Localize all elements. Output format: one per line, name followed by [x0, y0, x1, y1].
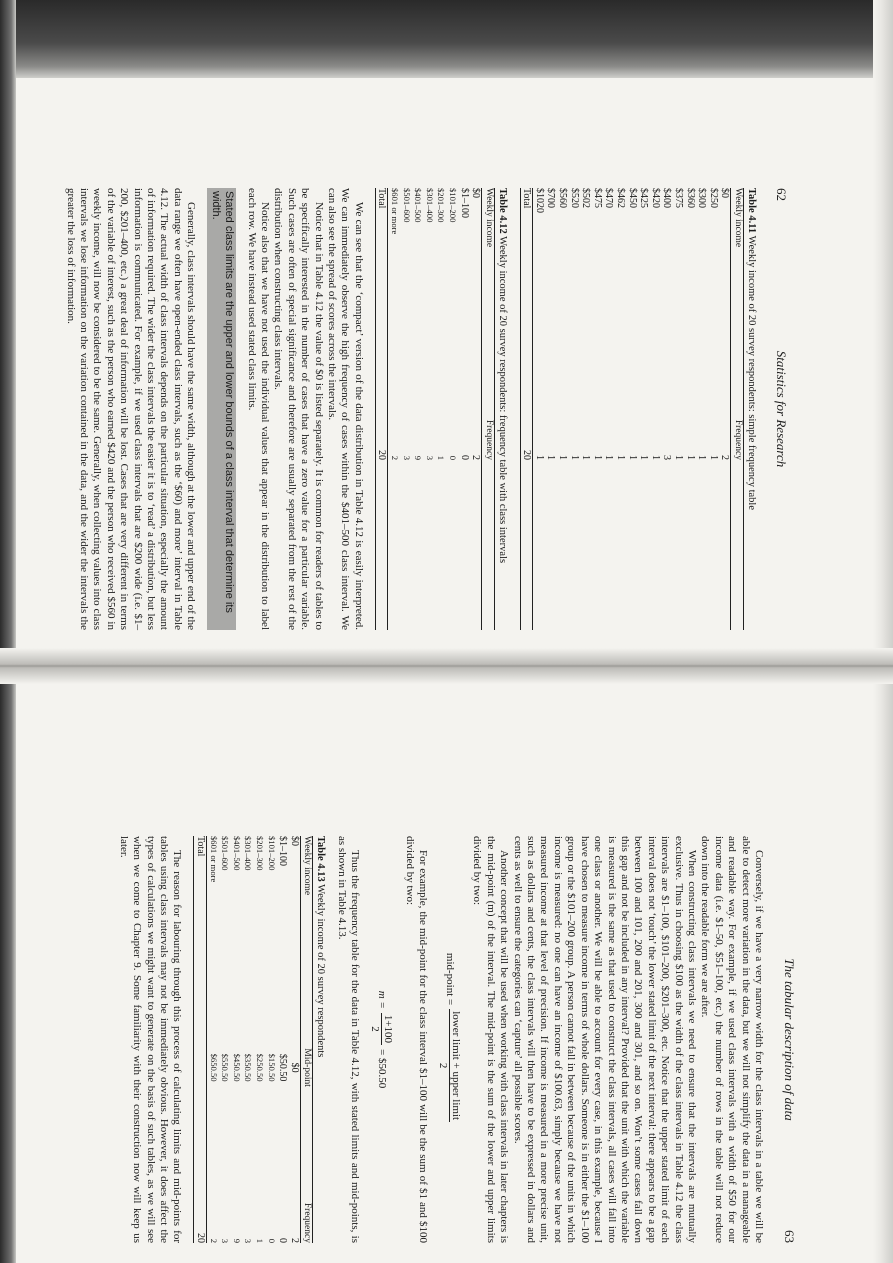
table-row [672, 188, 684, 630]
table-cell: $601 or more [208, 836, 219, 883]
table-cell: $250 [707, 188, 719, 208]
table-cell: 1 [684, 455, 696, 460]
table-row [568, 188, 580, 630]
table-cell: $1–100 [277, 836, 289, 866]
table-row [719, 188, 731, 630]
table-label: Table 4.11 [746, 188, 757, 234]
table-cell: 3 [220, 1238, 231, 1243]
table-cell: 1 [568, 455, 580, 460]
table-4-12 [375, 188, 495, 630]
table-cell: $0 [719, 188, 731, 198]
table-label: Table 4.12 [496, 188, 508, 234]
page-62-content [0, 70, 893, 648]
table-row [696, 188, 708, 630]
table-cell: $250.50 [255, 1053, 266, 1082]
table-cell: $650.50 [208, 1053, 219, 1082]
table-label: Table 4.13 [315, 836, 327, 882]
table-title: Weekly income of 20 survey respondents: simple frequency table [746, 235, 757, 510]
page-62 [0, 70, 893, 648]
paragraph: Thus the frequency table for the data in Table 4.12, with stated limits and mid-points, is as shown in Table 4.13. [335, 836, 362, 1243]
table-row [557, 188, 569, 630]
table-cell: 2 [208, 1238, 219, 1243]
table-cell: 0 [266, 1238, 277, 1243]
scan-edge-shadow [0, 0, 893, 78]
table-cell: Total [375, 188, 388, 285]
table-total-row [194, 836, 207, 1243]
fraction-denominator: 2 [437, 1062, 450, 1069]
formula-lhs: m = [375, 990, 388, 1009]
table-cell: $375 [673, 188, 685, 208]
table-total-row [520, 188, 533, 630]
table-cell: 1 [436, 455, 447, 460]
column-header: Frequency [731, 285, 744, 630]
table-row [242, 836, 254, 1243]
table-cell: $450 [626, 188, 638, 208]
column-header: Mid-point [300, 1011, 313, 1125]
table-cell: 1 [649, 455, 661, 460]
table-cell: 2 [389, 455, 400, 460]
paragraph: We can see that the ‘compact’ version of the data distribution in Table 4.12 is easily interpreted. We can immediately observe the high frequency of cases within the $401–500 class interval. We can also see the spread of scores across the intervals. [325, 188, 365, 630]
table-cell: $301–400 [424, 188, 435, 223]
table-cell: $475 [591, 188, 603, 208]
mid-point-example-formula [369, 836, 394, 1243]
fraction-numerator: 1+100 [382, 1014, 395, 1044]
table-cell: 9 [231, 1238, 242, 1243]
fraction-denominator: 2 [369, 1026, 382, 1032]
paragraph: Another concept that will be used when working with class intervals in later chapters is the mid-point (m) of the interval. The mid-point is the sum of the lower and upper limits divided by two: [471, 836, 511, 1243]
table-cell: $601 or more [389, 188, 400, 235]
table-row [253, 836, 265, 1243]
table-cell: $101–200 [447, 188, 458, 223]
column-header: Weekly income [731, 188, 744, 285]
table-row [591, 188, 603, 630]
table-cell: 1 [533, 455, 545, 460]
table-4-11-caption [746, 188, 757, 630]
table-cell: $300 [696, 188, 708, 208]
paragraph: Notice that in Table 4.12 the value of $0 is listed separately. It is common for readers of tables to be specifically interested in the number of cases that have a zero value for a particular variable. Such cases are often of special significance and therefore are usually separated from the rest of the distribution when constructing class intervals. [272, 188, 325, 630]
formula-lhs: mid-point = [443, 952, 456, 1006]
table-cell: $101–200 [266, 836, 277, 871]
table-cell: $520 [568, 188, 580, 208]
table-row [400, 188, 412, 630]
table-cell: 3 [401, 455, 412, 460]
table-cell: $550.50 [220, 1053, 231, 1082]
formula-rhs: = $50.50 [375, 1049, 388, 1089]
page-63-content [0, 684, 893, 1263]
table-cell: $360 [684, 188, 696, 208]
table-cell: 2 [470, 455, 482, 460]
table-cell: Total [194, 836, 207, 1011]
definition-box: Stated class limits are the upper and lower bounds of a class interval that determine its width. [207, 188, 236, 630]
table-cell: $0 [288, 836, 300, 846]
table-row [614, 188, 626, 630]
table-cell: $462 [615, 188, 627, 208]
table-row [435, 188, 447, 630]
table-4-13 [194, 836, 314, 1243]
page-63 [0, 684, 893, 1263]
table-row [649, 188, 661, 630]
table-cell: $0 [470, 188, 482, 198]
page-header [769, 188, 789, 630]
table-row [638, 188, 650, 630]
table-4-13-caption [315, 836, 326, 1243]
page-number: 62 [774, 188, 789, 201]
table-row [603, 188, 615, 630]
table-cell: $501–600 [401, 188, 412, 223]
table-row [626, 188, 638, 630]
table-cell: $400 [661, 188, 673, 208]
table-cell: 1 [603, 455, 615, 460]
table-cell: $150.50 [266, 1053, 277, 1082]
formula-fraction [437, 1009, 462, 1122]
table-row [388, 188, 400, 630]
table-cell: 1 [673, 455, 685, 460]
table-4-12-caption [497, 188, 508, 630]
table-row [207, 836, 219, 1243]
paragraph: Conversely, if we have a very narrow width for the class intervals in a table we will be able to detect more variation in the data, but we will not simplify the data in a manageable and readable way. For example, if we used class intervals with a width of $50 for our income data (i.e. $1–50, $51–100, etc.) the number of rows in the table will not reduce down into the readable form we are after. [699, 836, 765, 1243]
table-cell: 2 [719, 455, 731, 460]
table-cell: 3 [243, 1238, 254, 1243]
paragraph: For example, the mid-point for the class interval $1–100 will be the sum of $1 and $100 divided by two: [403, 836, 430, 1243]
table-cell: 1 [557, 455, 569, 460]
table-cell: $420 [649, 188, 661, 208]
table-cell: $501–600 [220, 836, 231, 871]
table-cell: $450.50 [231, 1053, 242, 1082]
formula-fraction [369, 1013, 394, 1045]
table-cell: $1–100 [458, 188, 470, 218]
table-row [219, 836, 231, 1243]
table-row [661, 188, 673, 630]
table-cell: 1 [255, 1238, 266, 1243]
table-cell: 1 [696, 455, 708, 460]
table-row [458, 188, 470, 630]
mid-point-formula [437, 836, 462, 1243]
table-cell: 3 [661, 455, 673, 460]
table-row [230, 836, 242, 1243]
table-cell: $560 [557, 188, 569, 208]
table-cell: 0 [277, 1238, 289, 1243]
paragraph: The reason for labouring through this process of calculating limits and mid-points for tables using class intervals may not be immediately obvious. However, it does affect the types of calculations we might want to generate on the basis of such tables, as we will see when we come to Chapter 9. Some familiarity with their construction now will keep us later. [117, 836, 184, 1243]
table-cell: 1 [626, 455, 638, 460]
table-row [470, 188, 482, 630]
table-4-11 [520, 188, 744, 630]
table-cell: 9 [413, 455, 424, 460]
table-cell: $502 [580, 188, 592, 208]
table-cell: 0 [447, 455, 458, 460]
table-title: Weekly income of 20 survey respondents [315, 884, 327, 1058]
table-cell: 1 [545, 455, 557, 460]
table-cell: 3 [424, 455, 435, 460]
table-cell: 2 [288, 1238, 300, 1243]
page-number: 63 [782, 1230, 797, 1243]
table-cell: 20 [375, 285, 388, 630]
paragraph: Generally, class intervals should have the same width, although at the lower and upper end of the data range we often have open-ended class intervals, such as the ‘$60) and more’ interval in Table 4.12. The actual width of class intervals depends on the particular situation, especially the amount of information required. The wider the class intervals the easier it is to ‘read’ a distribution, but less information is communicated. For example, if we used class intervals that are $200 wide (i.e. $1–200, $201–400, etc.) a great deal of information will be lost. Cases that are very different in terms of the variable of interest, such as the person who earned $420 and the person who received $560 in weekly income, will now be considered to be the same. Generally, when collecting values into class intervals we lose information on the variation contained in the data, and the wider the intervals the greater the loss of information. [64, 188, 198, 630]
table-row [446, 188, 458, 630]
table-cell: $201–300 [255, 836, 266, 871]
table-cell: $0 [288, 1062, 300, 1073]
table-cell: $301–400 [243, 836, 254, 871]
column-header: Weekly income [482, 188, 495, 285]
table-row [423, 188, 435, 630]
table-row [533, 188, 545, 630]
table-cell: 20 [520, 285, 533, 630]
table-cell: $401–500 [413, 188, 424, 223]
table-cell: 1 [580, 455, 592, 460]
table-cell: 20 [194, 1125, 207, 1244]
table-total-row [375, 188, 388, 630]
book-spine-fold [0, 648, 893, 684]
table-row [545, 188, 557, 630]
table-row [684, 188, 696, 630]
table-row [707, 188, 719, 630]
paragraph: When constructing class intervals we need to ensure that the intervals are mutually exclusive. Thus in choosing $100 as the width of the class intervals in Table 4.12 the class intervals are $1–100, $101–200, $201–300, etc. Notice that the upper stated limit of each interval does not ‘touch’ the lower stated limit of the next interval: there appears to be a gap between 100 and 101, 200 and 201, 300 and 301, and so on. Won’t some cases fall down this gap and not be included in any interval? Provided that the unit with which the variable is measured is the same as that used to construct the class intervals, all cases will fall into one class or another. We will be able to account for every case, in this example, because I have chosen to measure income in terms of whole dollars. Someone is in either the $1–100 group or the $101–200 group. A person cannot fall in between because of the units in which income is measured: no one can have an income of $100.63, simply because we have not measured income at that level of precision. If income is measured in a more precise unit, such as dollars and cents, the class intervals will then have to be expressed in dollars and cents as well to ensure the categories can ‘capture’ all possible scores. [511, 836, 698, 1243]
table-row [265, 836, 277, 1243]
table-row [288, 836, 300, 1243]
table-cell: 1 [615, 455, 627, 460]
table-cell: $350.50 [243, 1053, 254, 1082]
table-cell: $425 [638, 188, 650, 208]
column-header: Frequency [482, 285, 495, 630]
table-cell: $50.50 [277, 1053, 289, 1082]
table-cell: $1020 [533, 188, 545, 213]
table-cell: $401–500 [231, 836, 242, 871]
table-cell: $470 [603, 188, 615, 208]
table-cell: 0 [458, 455, 470, 460]
table-cell: Total [520, 188, 533, 285]
table-row [580, 188, 592, 630]
table-cell: 1 [638, 455, 650, 460]
table-cell: 1 [591, 455, 603, 460]
table-cell: 1 [707, 455, 719, 460]
table-cell [194, 1011, 207, 1125]
paragraph: Notice also that we have not used the individual values that appear in the distribution to label each row. We have instead used stated class limits. [245, 188, 271, 630]
page-header [777, 836, 797, 1243]
table-cell: $201–300 [436, 188, 447, 223]
table-title: Weekly income of 20 survey respondents: frequency table with class intervals [496, 236, 508, 564]
column-header: Frequency [300, 1125, 313, 1244]
fraction-numerator: lower limit + upper limit [450, 1011, 463, 1121]
table-cell: $700 [545, 188, 557, 208]
running-head: The tabular description of data [782, 958, 797, 1121]
column-header: Weekly income [300, 836, 313, 1011]
table-row [277, 836, 289, 1243]
running-head: Statistics for Research [774, 350, 789, 468]
table-row [412, 188, 424, 630]
